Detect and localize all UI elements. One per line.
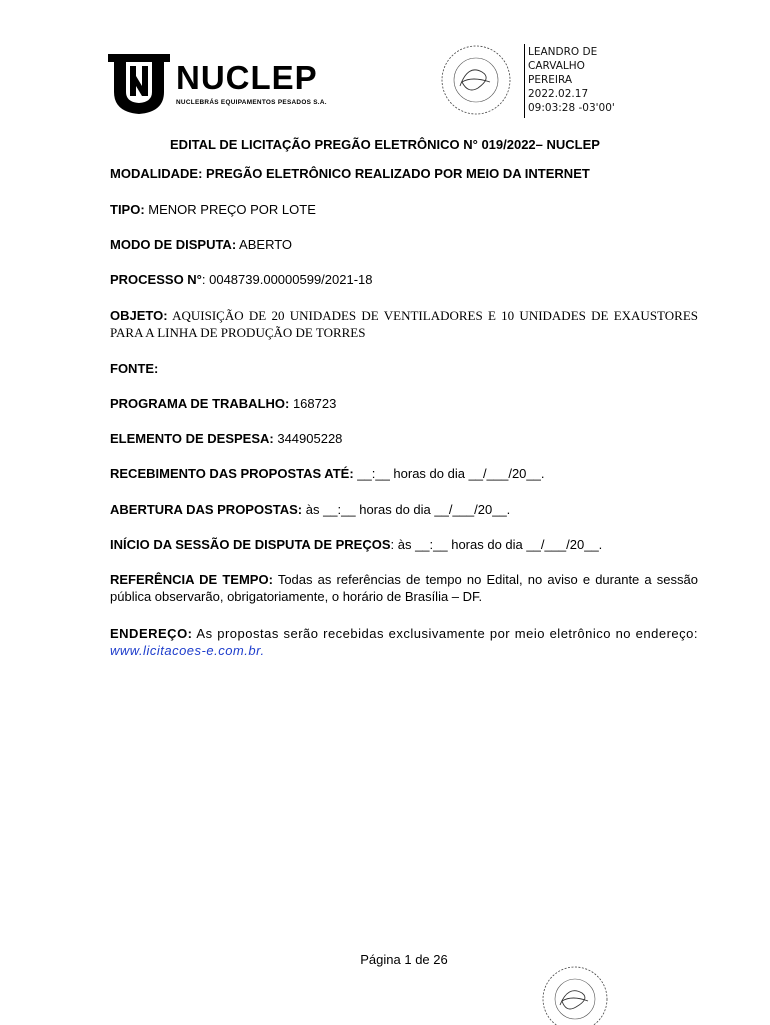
signer-line: CARVALHO [528, 60, 585, 72]
signature-divider [524, 44, 525, 118]
tipo-value: MENOR PREÇO POR LOTE [144, 202, 316, 217]
processo-value: : 0048739.00000599/2021-18 [201, 272, 373, 287]
document-title: EDITAL DE LICITAÇÃO PREGÃO ELETRÔNICO N° 019/2022– NUCLEP [170, 137, 600, 152]
inicio-line [110, 536, 698, 553]
tipo-label: TIPO: [110, 202, 145, 217]
elemento-label: ELEMENTO DE DESPESA: [110, 431, 274, 446]
signer-line: LEANDRO DE [528, 46, 598, 58]
elemento-line [110, 430, 698, 447]
signature-time: 09:03:28 -03'00' [528, 102, 615, 114]
licitacoes-link[interactable]: www.licitacoes-e.com.br. [110, 643, 265, 658]
inicio-label: INÍCIO DA SESSÃO DE DISPUTA DE PREÇOS [110, 537, 391, 552]
digital-signature-text [528, 45, 615, 115]
endereco-value: As propostas serão recebidas exclusivamente por meio eletrônico no endereço: [192, 626, 698, 641]
modo-line [110, 236, 698, 253]
programa-label: PROGRAMA DE TRABALHO: [110, 396, 290, 411]
abertura-label: ABERTURA DAS PROPOSTAS: [110, 502, 303, 517]
programa-value: 168723 [289, 396, 337, 411]
processo-line [110, 271, 698, 288]
programa-line [110, 395, 698, 412]
referencia-paragraph [110, 571, 698, 605]
abertura-line [110, 501, 698, 518]
legal-seal-icon [432, 42, 520, 118]
objeto-label: OBJETO: [110, 308, 168, 323]
abertura-value: às __:__ horas do dia __/___/20__. [302, 502, 511, 517]
processo-label: PROCESSO N° [110, 272, 202, 287]
inicio-value: : às __:__ horas do dia __/___/20__. [390, 537, 603, 552]
page-number: Página 1 de 26 [360, 952, 448, 967]
tipo-line [110, 201, 698, 218]
logo-wordmark: NUCLEP [176, 59, 318, 96]
nuclep-logo [108, 52, 348, 116]
modo-label: MODO DE DISPUTA: [110, 237, 237, 252]
referencia-label: REFERÊNCIA DE TEMPO: [110, 572, 273, 587]
fonte-label: FONTE: [110, 361, 159, 376]
signer-line: PEREIRA [528, 74, 573, 86]
endereco-paragraph [110, 625, 698, 659]
legal-seal-icon [532, 965, 618, 1025]
recebimento-label: RECEBIMENTO DAS PROPOSTAS ATÉ: [110, 466, 354, 481]
logo-tagline: NUCLEBRÁS EQUIPAMENTOS PESADOS S.A. [176, 99, 327, 106]
recebimento-line [110, 465, 698, 482]
recebimento-value: __:__ horas do dia __/___/20__. [353, 466, 545, 481]
elemento-value: 344905228 [273, 431, 343, 446]
modo-value: ABERTO [236, 237, 293, 252]
referencia-value: Todas as referências de tempo no Edital, no aviso e durante a sessão pública observarão, obrigatoriamente, o horário de Brasília – DF. [110, 572, 698, 604]
endereco-label: ENDEREÇO: [110, 626, 193, 641]
signature-date: 2022.02.17 [528, 88, 589, 100]
modalidade-line: MODALIDADE: PREGÃO ELETRÔNICO REALIZADO POR MEIO DA INTERNET [110, 166, 590, 181]
nuclep-emblem-icon [108, 52, 170, 116]
objeto-paragraph [110, 307, 698, 341]
objeto-value: AQUISIÇÃO DE 20 UNIDADES DE VENTILADORES E 10 UNIDADES DE EXAUSTORES PARA A LINHA DE PRODUÇÃO DE TORRES [110, 308, 698, 340]
